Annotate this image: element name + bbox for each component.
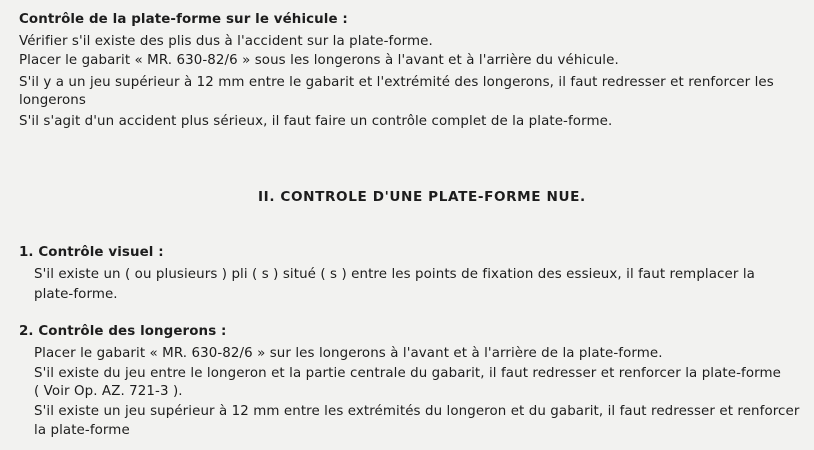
paragraph-line: S'il existe un jeu supérieur à 12 mm entre les extrémités du longeron et du gabarit, il faut redresser et renforcer (34, 404, 800, 419)
section-title-bare-platform-check: II. CONTROLE D'UNE PLATE-FORME NUE. (258, 189, 586, 205)
paragraph-line: Placer le gabarit « MR. 630-82/6 » sur les longerons à l'avant et à l'arrière de la plate-forme. (34, 346, 663, 361)
paragraph-line: S'il existe du jeu entre le longeron et la partie centrale du gabarit, il faut redresser et renforcer la plate-forme (34, 366, 781, 381)
subsection-heading-side-members-check: 2. Contrôle des longerons : (19, 324, 227, 339)
paragraph-line: S'il y a un jeu supérieur à 12 mm entre le gabarit et l'extrémité des longerons, il faut redresser et renforcer les (19, 75, 774, 90)
paragraph-line: Placer le gabarit « MR. 630-82/6 » sous les longerons à l'avant et à l'arrière du véhicule. (19, 53, 619, 68)
paragraph-line: S'il existe un ( ou plusieurs ) pli ( s ) situé ( s ) entre les points de fixation des essieux, il faut remplacer la (34, 267, 755, 282)
paragraph-line: longerons (19, 93, 86, 108)
paragraph-line: la plate-forme (34, 423, 130, 438)
paragraph-line: plate-forme. (34, 287, 118, 302)
subsection-heading-visual-check: 1. Contrôle visuel : (19, 245, 164, 260)
section-heading-platform-on-vehicle: Contrôle de la plate-forme sur le véhicule : (19, 12, 348, 27)
paragraph-line: Vérifier s'il existe des plis dus à l'accident sur la plate-forme. (19, 34, 433, 49)
paragraph-line: ( Voir Op. AZ. 721-3 ). (34, 384, 183, 399)
paragraph-line: S'il s'agit d'un accident plus sérieux, il faut faire un contrôle complet de la plate-forme. (19, 114, 613, 129)
